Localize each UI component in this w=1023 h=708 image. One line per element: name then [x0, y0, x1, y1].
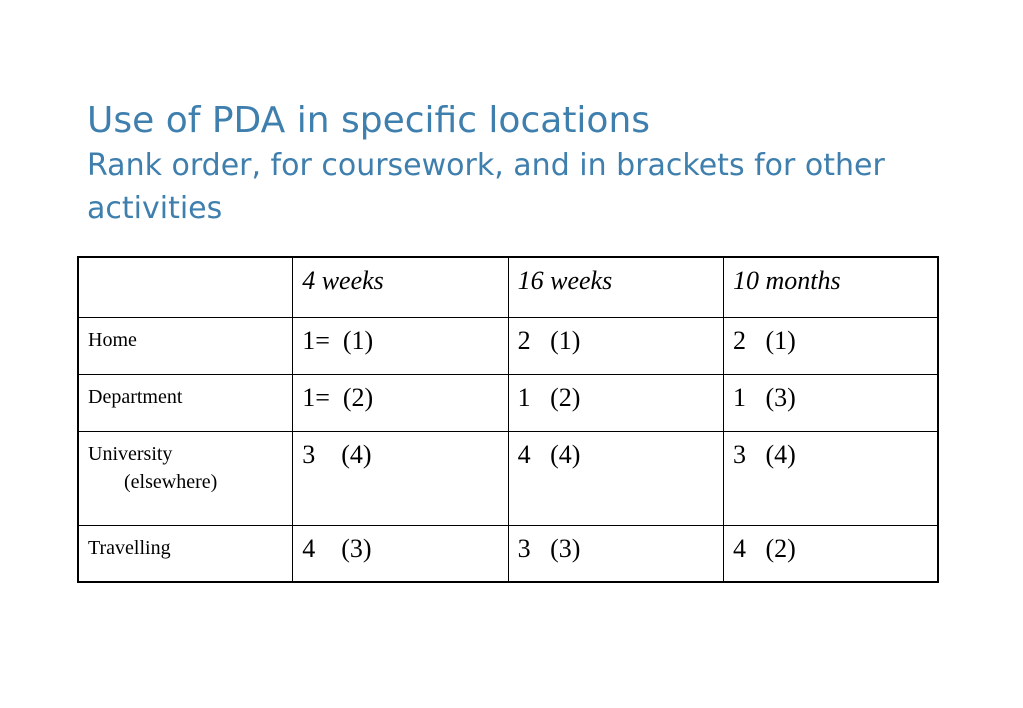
cell-value: 2 (1): [733, 325, 796, 355]
header-cell-4-weeks: 4 weeks: [293, 257, 508, 317]
table-cell: [724, 525, 938, 582]
table-cell: [293, 525, 508, 582]
table-cell: [293, 374, 508, 431]
cell-value: 1 (2): [517, 382, 581, 412]
ranking-table: [77, 256, 939, 583]
table-cell: [508, 374, 723, 431]
header-cell-empty: [78, 257, 293, 317]
cell-value: 1= (2): [302, 382, 374, 412]
cell-value: 1 (3): [733, 382, 796, 412]
table-row: [78, 317, 938, 374]
table-cell: [293, 431, 508, 525]
cell-value: 2 (1): [517, 325, 581, 355]
slide-title-main: Use of PDA in specific locations: [87, 100, 651, 141]
table-cell: [508, 317, 723, 374]
row-label-text: Travelling: [88, 536, 171, 559]
table-row: [78, 374, 938, 431]
table-cell: [508, 431, 723, 525]
table-cell: [508, 525, 723, 582]
row-label-home: [78, 317, 293, 374]
table-cell: [724, 431, 938, 525]
table-header-row: [78, 257, 938, 317]
table-cell: [724, 374, 938, 431]
row-label-text-line2: (elsewhere): [124, 470, 218, 493]
table-cell: [724, 317, 938, 374]
slide-title: [87, 98, 987, 230]
header-cell-16-weeks: 16 weeks: [508, 257, 723, 317]
cell-value: 4 (2): [733, 533, 796, 563]
row-label-university: [78, 431, 293, 525]
table-row: [78, 431, 938, 525]
cell-value: 3 (3): [517, 533, 581, 563]
row-label-text: Department: [88, 385, 183, 408]
header-cell-10-months: 10 months: [724, 257, 938, 317]
cell-value: 1= (1): [302, 325, 374, 355]
cell-value: 4 (3): [302, 533, 372, 563]
table-cell: [293, 317, 508, 374]
cell-value: 3 (4): [733, 439, 796, 469]
slide-subtitle: Rank order, for coursework, and in brackets for other activities: [87, 148, 885, 226]
cell-value: 3 (4): [302, 439, 372, 469]
row-label-department: [78, 374, 293, 431]
row-label-travelling: [78, 525, 293, 582]
row-label-text: University: [88, 442, 173, 465]
cell-value: 4 (4): [517, 439, 581, 469]
row-label-text: Home: [88, 328, 137, 351]
table-row: [78, 525, 938, 582]
